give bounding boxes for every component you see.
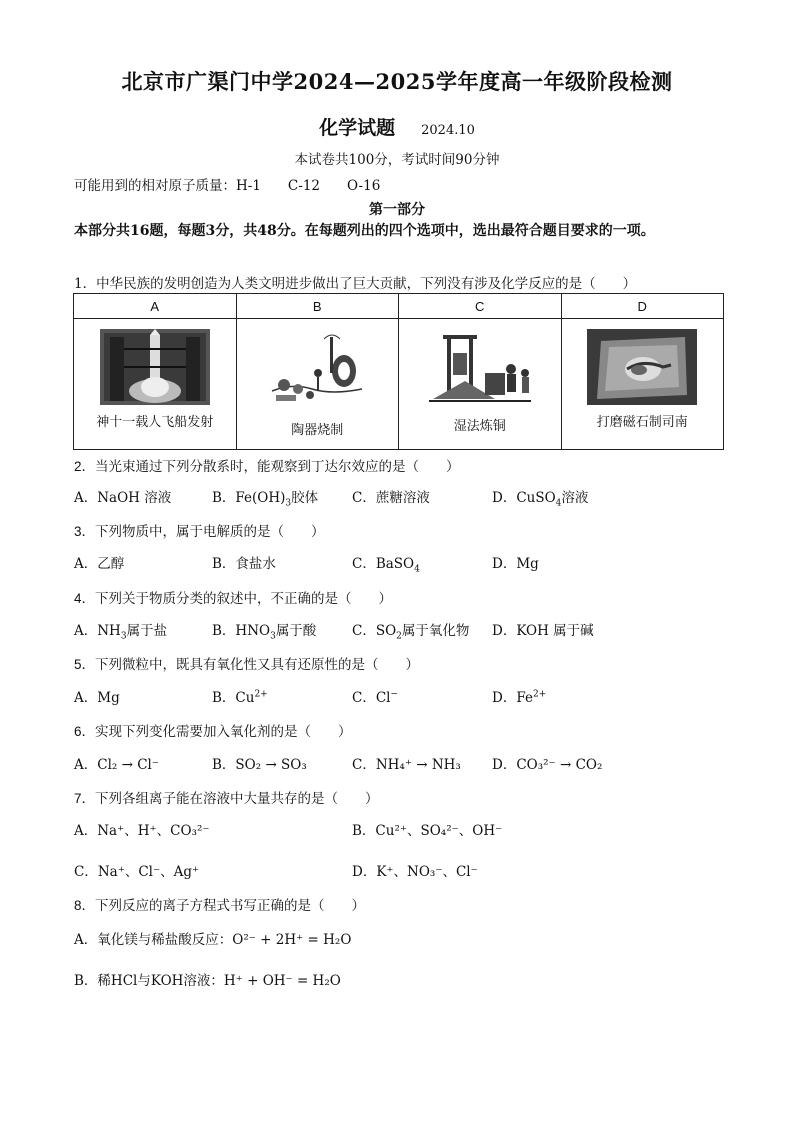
compass-sinan-image [587,329,697,405]
q4-option-a-text: 属于盐 [126,623,168,639]
q4-option-a-sub: 3 [120,631,127,642]
q3-option-a: A．乙醇 [74,556,125,572]
q5-option-c-formula: C．Cl [352,690,391,706]
q2-option-b [212,486,318,509]
q5-option-b-charge: 2+ [254,689,268,700]
atomic-masses: 可能用到的相对原子质量：H-1 C-12 O-16 [74,178,381,194]
q1-option-c [399,319,562,450]
q7-option-d: D．K⁺、NO₃⁻、Cl⁻ [352,864,478,880]
q6-option-b: B．SO₂ → SO₃ [212,757,307,773]
q5-option-b-formula: B．Cu [212,690,255,706]
q1-option-d [561,319,724,450]
q7-option-c: C．Na⁺、Cl⁻、Ag⁺ [74,864,200,880]
q6-option-d: D．CO₃²⁻ → CO₂ [492,757,603,773]
q4-stem: 4．下列关于物质分类的叙述中，不正确的是（ ） [74,591,393,606]
q1-caption-b: 陶器烧制 [291,422,344,437]
q1-stem: 1．中华民族的发明创造为人类文明进步做出了巨大贡献，下列没有涉及化学反应的是（ ） [74,276,637,292]
q5-option-d-charge: 2+ [532,689,547,700]
q4-option-a [74,619,167,642]
exam-title: 北京市广渠门中学2024—2025学年度高一年级阶段检测 [121,69,673,94]
q4-option-b-sub: 3 [270,631,276,642]
q4-option-c-sub: 2 [396,631,402,642]
exam-info: 本试卷共100分，考试时间90分钟 [294,152,500,168]
q4-option-d: D．KOH 属于碱 [492,623,594,639]
q2-option-a: A．NaOH 溶液 [74,490,172,506]
q6-option-a: A．Cl₂ → Cl⁻ [74,757,159,773]
q1-option-b [236,319,399,450]
q1-header-a: A [74,294,237,319]
q6-option-c: C．NH₄⁺ → NH₃ [352,757,461,773]
q8-stem: 8．下列反应的离子方程式书写正确的是（ ） [74,898,366,913]
q5-option-a: A．Mg [74,690,120,706]
q3-option-d: D．Mg [492,556,539,572]
q5-option-c [352,686,398,706]
q7-option-b: B．Cu²⁺、SO₄²⁻、OH⁻ [352,823,503,839]
q2-option-d-text: 溶液 [561,490,589,506]
exam-date: 2024.10 [421,123,475,138]
q2-stem: 2．当光束通过下列分散系时，能观察到丁达尔效应的是（ ） [74,459,460,474]
q1-header-b: B [236,294,399,319]
q2-option-d-formula: D．CuSO [492,490,556,506]
q5-option-c-charge: − [390,689,399,700]
q4-option-b [212,619,316,642]
q5-option-d-formula: D．Fe [492,690,533,706]
q1-caption-d: 打磨磁石制司南 [596,414,688,429]
q2-option-b-formula: B．Fe(OH) [212,490,286,506]
q1-header-d: D [561,294,724,319]
q4-option-b-formula: B．HNO [212,623,271,639]
subject-title: 化学试题 [319,117,396,139]
q7-stem: 7．下列各组离子能在溶液中大量共存的是（ ） [74,791,379,806]
part-name: 第一部分 [369,202,425,218]
q3-stem: 3．下列物质中，属于电解质的是（ ） [74,524,325,539]
q3-option-b: B．食盐水 [212,556,276,572]
q2-option-b-text: 胶体 [291,490,319,506]
q5-option-d [492,686,546,706]
q1-caption-a: 神十一载人飞船发射 [96,414,214,429]
q3-option-c [352,552,420,575]
q5-stem: 5．下列微粒中，既具有氧化性又具有还原性的是（ ） [74,657,420,672]
q4-option-b-text: 属于酸 [275,623,317,639]
q3-option-c-formula: C．BaSO [352,556,415,572]
wet-copper-smelting-image [425,329,535,409]
q5-option-b [212,686,268,706]
part-instruction: 本部分共16题，每题3分，共48分。在每题列出的四个选项中，选出最符合题目要求的一项。 [74,223,655,239]
exam-subtitle [0,113,794,140]
q2-option-b-sub: 3 [285,498,292,509]
q1-caption-c: 湿法炼铜 [453,418,506,433]
q8-option-a: A．氧化镁与稀盐酸反应：O²⁻ + 2H⁺ = H₂O [74,932,352,948]
q3-option-c-sub: 4 [414,564,420,575]
pottery-firing-image [262,329,372,409]
q1-option-a [74,319,237,450]
q4-option-c [352,619,469,642]
q1-options-table [73,293,724,450]
q2-option-c: C．蔗糖溶液 [352,490,430,506]
q7-option-a: A．Na⁺、H⁺、CO₃²⁻ [74,823,210,839]
q2-option-d [492,486,588,509]
q4-option-c-text: 属于氧化物 [401,623,470,639]
q8-option-b: B．稀HCl与KOH溶液：H⁺ + OH⁻ = H₂O [74,973,341,989]
q1-header-c: C [399,294,562,319]
q2-option-d-sub: 4 [555,498,562,509]
q4-option-a-formula: A．NH [74,623,121,639]
q6-stem: 6．实现下列变化需要加入氧化剂的是（ ） [74,724,352,739]
q4-option-c-formula: C．SO [352,623,397,639]
rocket-launch-image [100,329,210,405]
